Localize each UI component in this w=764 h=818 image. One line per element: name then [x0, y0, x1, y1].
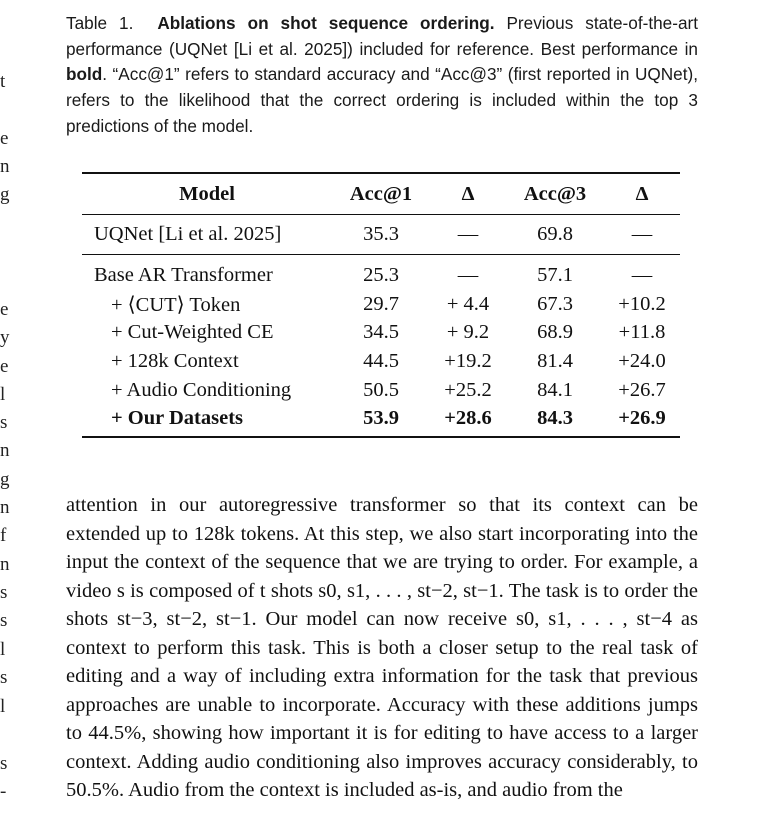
fragment: l: [0, 639, 6, 660]
fragment: e: [0, 356, 9, 377]
cell-delta3: +24.0: [618, 349, 666, 372]
table-row: [82, 376, 680, 405]
table-row: [82, 255, 680, 290]
cell-model: + Audio Conditioning: [111, 378, 292, 401]
header-row: [82, 173, 680, 215]
fragment: y: [0, 327, 10, 348]
body-paragraph: [66, 491, 698, 805]
fragment: g: [0, 184, 10, 205]
cell-delta1: + 4.4: [446, 292, 490, 315]
caption-text-2: . “Acc@1” refers to standard accuracy and “Acc@3” (first reported in UQNet), refers to the likelihood that the correct ordering is included within the top 3 predictions of the model.: [66, 64, 698, 136]
caption-text-1: Previous state-of-the-art performance (UQNet [Li et al. 2025]) included for reference. Best performance in: [66, 13, 699, 59]
cell-delta3: +26.7: [618, 378, 666, 401]
cell-model: + Cut-Weighted CE: [111, 321, 274, 344]
fragment: s: [0, 667, 8, 688]
fragment: s: [0, 582, 8, 603]
fragment: s: [0, 412, 8, 433]
cell-acc3: 57.1: [537, 263, 573, 286]
cell-delta3: —: [631, 263, 653, 286]
cell-acc3: 67.3: [537, 292, 573, 315]
caption-label: Table 1.: [66, 13, 134, 33]
cell-delta3: +26.9: [604, 404, 680, 437]
cell-acc1: 34.5: [363, 321, 399, 344]
cell-delta3: —: [604, 215, 680, 255]
cell-delta1: —: [457, 263, 479, 286]
body-text: attention in our autoregressive transformer so that its context can be extended up to 128k tokens. At this step, we also start incorporating into the input the context of the sequence that we are trying to order. For example, a video s is composed of t shots s0, s1, . . . , st−2, st−1. The task is to order the shots st−3, st−2, st−1. Our model can now receive s0, s1, . . . , st−4 as context to perform this task. This is both a closer setup to the real task of editing and a way of including extra information for the task that previous approaches are unable to incorporate. Accuracy with these additions jumps to 44.5%, showing how important it is for editing to have access to a larger context. Adding audio conditioning also improves accuracy considerably, to 50.5%. Audio from the context is included as-is, and audio from the: [66, 494, 698, 801]
header-delta1: Δ: [430, 173, 506, 215]
cell-delta3: +10.2: [618, 292, 666, 315]
cell-delta1: +25.2: [444, 378, 492, 401]
table-caption: [66, 11, 698, 140]
cell-model: + 128k Context: [111, 349, 239, 372]
header-acc1: Acc@1: [332, 173, 430, 215]
header-delta3: Δ: [604, 173, 680, 215]
cell-delta1: +28.6: [430, 404, 506, 437]
fragment: n: [0, 497, 10, 518]
header-model: Model: [82, 173, 332, 215]
fragment: -: [0, 781, 7, 802]
cell-acc3: 84.1: [537, 378, 573, 401]
cell-acc3: 69.8: [506, 215, 604, 255]
cell-acc1: 35.3: [332, 215, 430, 255]
cell-model: UQNet [Li et al. 2025]: [82, 215, 332, 255]
fragment: n: [0, 554, 10, 575]
cell-acc3: 68.9: [537, 321, 573, 344]
cell-delta1: + 9.2: [446, 321, 490, 344]
cell-acc1: 25.3: [363, 263, 399, 286]
table-row: [82, 318, 680, 347]
table-row: [82, 404, 680, 437]
cell-delta1: —: [430, 215, 506, 255]
cell-model: + Our Datasets: [82, 404, 332, 437]
ablation-table-container: [82, 172, 680, 438]
fragment: e: [0, 299, 9, 320]
table-row: [82, 290, 680, 319]
cell-acc3: 84.3: [506, 404, 604, 437]
reference-row: [82, 215, 680, 255]
fragment: g: [0, 469, 10, 490]
fragment: t: [0, 71, 6, 92]
cell-acc3: 81.4: [537, 349, 573, 372]
fragment: e: [0, 128, 9, 149]
cell-delta1: +19.2: [444, 349, 492, 372]
fragment: l: [0, 384, 6, 405]
left-column-fragments: [0, 0, 12, 818]
ablation-table: [82, 172, 680, 438]
fragment: s: [0, 610, 8, 631]
cell-acc1: 50.5: [363, 378, 399, 401]
cell-model: + ⟨CUT⟩ Token: [111, 293, 241, 316]
table-row: [82, 347, 680, 376]
cell-delta3: +11.8: [618, 321, 666, 344]
cell-acc1: 44.5: [363, 349, 399, 372]
caption-bold-word: bold: [66, 64, 103, 85]
fragment: n: [0, 440, 10, 461]
header-acc3: Acc@3: [506, 173, 604, 215]
fragment: l: [0, 696, 6, 717]
cell-acc1: 29.7: [363, 292, 399, 315]
cell-acc1: 53.9: [332, 404, 430, 437]
cell-model: Base AR Transformer: [94, 263, 273, 286]
fragment: f: [0, 525, 7, 546]
fragment: n: [0, 156, 10, 177]
fragment: s: [0, 753, 8, 774]
caption-title: Ablations on shot sequence ordering.: [157, 13, 495, 33]
